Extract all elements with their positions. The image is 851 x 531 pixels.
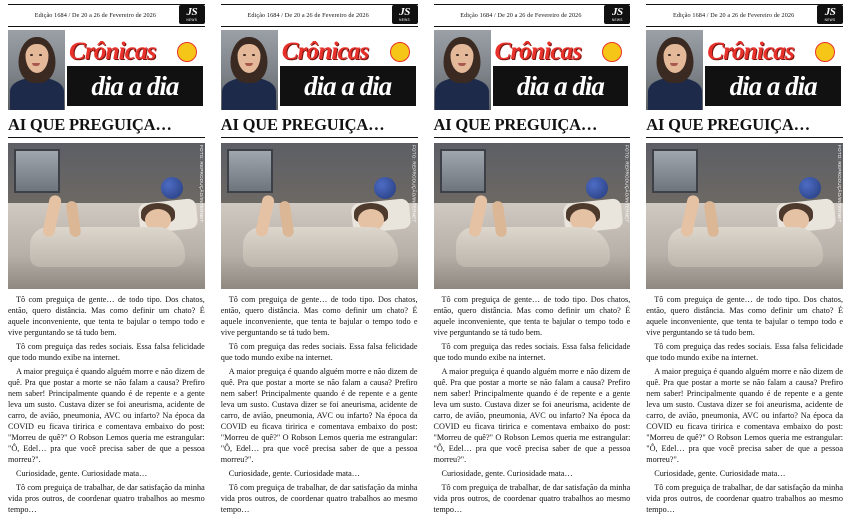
portrait-eye-left [456,54,459,56]
portrait-eye-right [465,54,468,56]
article-paragraph: A maior preguiça é quando alguém morre e não dizem de quê. Pra que postar a morte se não falam a causa? Prefiro nem saber! Principalmente quando é de repente e a gente leva um susto. Custava dizer se foi aneurisma, acidente de carro, de avião, pneumonia, AVC ou infarto? Na época da COVID eu ficava tiririca e comentava embaixo do post: "Morreu de quê?" O Robson Lemos queria me estrangular: "Ô, Edel… pra que você precisa saber de que a pessoa morreu?". [433,367,631,465]
article-paragraph: Curiosidade, gente. Curiosidade mata… [441,469,573,479]
title-sub-text: dia a dia [304,70,392,101]
sun-icon [809,36,839,66]
title-artwork [278,30,418,110]
headline-rule [646,137,843,138]
header-band [434,30,631,110]
masthead-rule-top [8,4,205,5]
article-paragraph: Curiosidade, gente. Curiosidade mata… [228,469,360,479]
title-artwork [65,30,205,110]
title-main-text: Crônicas [494,38,582,65]
logo-main-text: JS [611,5,623,18]
sun-icon [384,36,414,66]
masthead-strip [638,0,851,30]
masthead-rule-top [434,4,631,5]
header-band [8,30,205,110]
masthead-rule-bottom [646,26,843,27]
portrait-mouth [458,63,466,66]
article-paragraph: A maior preguiça é quando alguém morre e não dizem de quê. Pra que postar a morte se não falam a causa? Prefiro nem saber! Principalmente quando é de repente e a gente leva um susto. Custava dizer se foi aneurisma, acidente de carro, de avião, pneumonia, AVC ou infarto? Na época da COVID eu ficava tiririca e comentava embaixo do post: "Morreu de quê?" O Robson Lemos queria me estrangular: "Ô, Edel… pra que você precisa saber de que a pessoa morreu?". [646,367,843,465]
logo-main-text: JS [824,5,836,18]
photo-window [652,149,698,193]
article-body [8,295,205,516]
title-sub-band [493,66,629,106]
author-portrait [434,30,491,110]
photo-credit: FOTO: REPRODUÇÃO/INTERNET [198,145,204,223]
sun-icon [171,36,201,66]
logo-main-text: JS [399,5,410,18]
js-newspaper-logo-icon [179,5,205,24]
edition-text: Edição 1684 / De 20 a 26 de Fevereiro de 2026 [460,11,582,19]
article-headline: AI QUE PREGUIÇA… [433,115,598,134]
article-paragraph: Tô com preguiça de trabalhar, de dar satisfação da minha vida pros outros, de coordenar quatro trabalhos ao mesmo tempo… [646,483,843,515]
edition-text: Edição 1684 / De 20 a 26 de Fevereiro de 2026 [672,11,795,19]
article-column-2 [213,0,426,531]
article-paragraph: A maior preguiça é quando alguém morre e não dizem de quê. Pra que postar a morte se não falam a causa? Prefiro nem saber! Principalmente quando é de repente e a gente leva um susto. Custava dizer se foi aneurisma, acidente de carro, de avião, pneumonia, AVC ou infarto? Na época da COVID eu ficava tiririca e comentava embaixo do post: "Morreu de quê?" O Robson Lemos queria me estrangular: "Ô, Edel… pra que você precisa saber de que a pessoa morreu?". [8,367,205,465]
title-sub-band [67,66,203,106]
header-band [646,30,843,110]
article-body [434,295,631,516]
sun-icon [596,36,626,66]
article-photo [646,143,843,289]
article-headline: AI QUE PREGUIÇA… [646,115,810,134]
portrait-eye-left [30,54,33,56]
title-main-text: Crônicas [707,38,794,65]
title-artwork [491,30,631,110]
masthead-rule-top [221,4,418,5]
photo-window [14,149,60,193]
edition-text: Edição 1684 / De 20 a 26 de Fevereiro de 2026 [34,11,157,19]
js-newspaper-logo-icon [392,5,418,24]
title-artwork [703,30,843,110]
masthead-rule-bottom [8,26,205,27]
title-sub-band [280,66,416,106]
article-body [221,295,418,516]
logo-sub-text: NEWS [824,17,836,22]
photo-credit: FOTO: REPRODUÇÃO/INTERNET [837,145,842,223]
sun-disc [177,42,197,62]
author-portrait [646,30,703,110]
title-main-text: Crônicas [281,38,369,65]
header-band [221,30,418,110]
headline-rule [434,137,631,138]
article-paragraph: Tô com preguiça de trabalhar, de dar satisfação da minha vida pros outros, de coordenar quatro trabalhos ao mesmo tempo… [8,483,205,515]
masthead-strip [426,0,639,30]
article-paragraph: Tô com preguiça de gente… de todo tipo. Dos chatos, então, quero distância. Mas como definir um chato? É aquele inconveniente, que tenta te bajular o tempo todo e vive perguntando se tá tudo bem. [433,295,631,338]
title-sub-text: dia a dia [91,70,179,101]
masthead-rule-bottom [221,26,418,27]
article-paragraph: Tô com preguiça das redes sociais. Essa falsa felicidade que todo mundo exibe na internet. [8,342,205,363]
sun-disc [815,42,835,62]
portrait-eye-right [39,54,42,56]
edition-text: Edição 1684 / De 20 a 26 de Fevereiro de 2026 [247,11,369,19]
photo-window [227,149,273,193]
article-photo [8,143,205,289]
article-paragraph: Curiosidade, gente. Curiosidade mata… [16,469,148,479]
article-paragraph: Tô com preguiça de trabalhar, de dar satisfação da minha vida pros outros, de coordenar quatro trabalhos ao mesmo tempo… [220,483,418,515]
masthead-strip [213,0,426,30]
masthead-rule-bottom [434,26,631,27]
logo-sub-text: NEWS [399,17,410,22]
article-paragraph: Tô com preguiça de gente… de todo tipo. Dos chatos, então, quero distância. Mas como definir um chato? É aquele inconveniente, que tenta te bajular o tempo todo e vive perguntando se tá tudo bem. [220,295,418,338]
article-headline: AI QUE PREGUIÇA… [8,115,172,134]
title-main-text: Crônicas [69,38,156,65]
title-sub-text: dia a dia [729,70,817,101]
article-paragraph: Tô com preguiça das redes sociais. Essa falsa felicidade que todo mundo exibe na internet. [646,342,843,363]
js-newspaper-logo-icon [604,5,630,24]
masthead-rule-top [646,4,843,5]
article-paragraph: Tô com preguiça das redes sociais. Essa falsa felicidade que todo mundo exibe na internet. [220,342,418,363]
headline-rule [221,137,418,138]
portrait-eye-right [252,54,255,56]
photo-lamp [161,177,183,199]
article-photo [434,143,631,289]
photo-lamp [374,177,396,199]
author-portrait [221,30,278,110]
article-column-4 [638,0,851,531]
headline-rule [8,137,205,138]
sun-disc [390,42,410,62]
article-paragraph: Tô com preguiça das redes sociais. Essa falsa felicidade que todo mundo exibe na internet. [433,342,631,363]
sun-disc [602,42,622,62]
article-photo [221,143,418,289]
logo-sub-text: NEWS [611,17,623,22]
article-paragraph: Curiosidade, gente. Curiosidade mata… [654,469,786,479]
article-body [646,295,843,516]
article-column-1 [0,0,213,531]
photo-credit: FOTO: REPRODUÇÃO/INTERNET [624,145,630,223]
photo-window [440,149,486,193]
author-portrait [8,30,65,110]
title-sub-band [705,66,841,106]
portrait-mouth [245,63,253,66]
article-paragraph: Tô com preguiça de trabalhar, de dar satisfação da minha vida pros outros, de coordenar quatro trabalhos ao mesmo tempo… [433,483,631,515]
js-newspaper-logo-icon [817,5,843,24]
article-headline: AI QUE PREGUIÇA… [220,115,385,134]
article-column-3 [426,0,639,531]
logo-main-text: JS [186,5,198,18]
logo-sub-text: NEWS [186,17,198,22]
article-paragraph: Tô com preguiça de gente… de todo tipo. Dos chatos, então, quero distância. Mas como definir um chato? É aquele inconveniente, que tenta te bajular o tempo todo e vive perguntando se tá tudo bem. [8,295,205,338]
title-sub-text: dia a dia [516,70,604,101]
article-paragraph: Tô com preguiça de gente… de todo tipo. Dos chatos, então, quero distância. Mas como definir um chato? É aquele inconveniente, que tenta te bajular o tempo todo e vive perguntando se tá tudo bem. [646,295,843,338]
portrait-eye-left [243,54,246,56]
masthead-strip [0,0,213,30]
article-paragraph: A maior preguiça é quando alguém morre e não dizem de quê. Pra que postar a morte se não falam a causa? Prefiro nem saber! Principalmente quando é de repente e a gente leva um susto. Custava dizer se foi aneurisma, acidente de carro, de avião, pneumonia, AVC ou infarto? Na época da COVID eu ficava tiririca e comentava embaixo do post: "Morreu de quê?" O Robson Lemos queria me estrangular: "Ô, Edel… pra que você precisa saber de que a pessoa morreu?". [220,367,418,465]
photo-credit: FOTO: REPRODUÇÃO/INTERNET [411,145,417,223]
